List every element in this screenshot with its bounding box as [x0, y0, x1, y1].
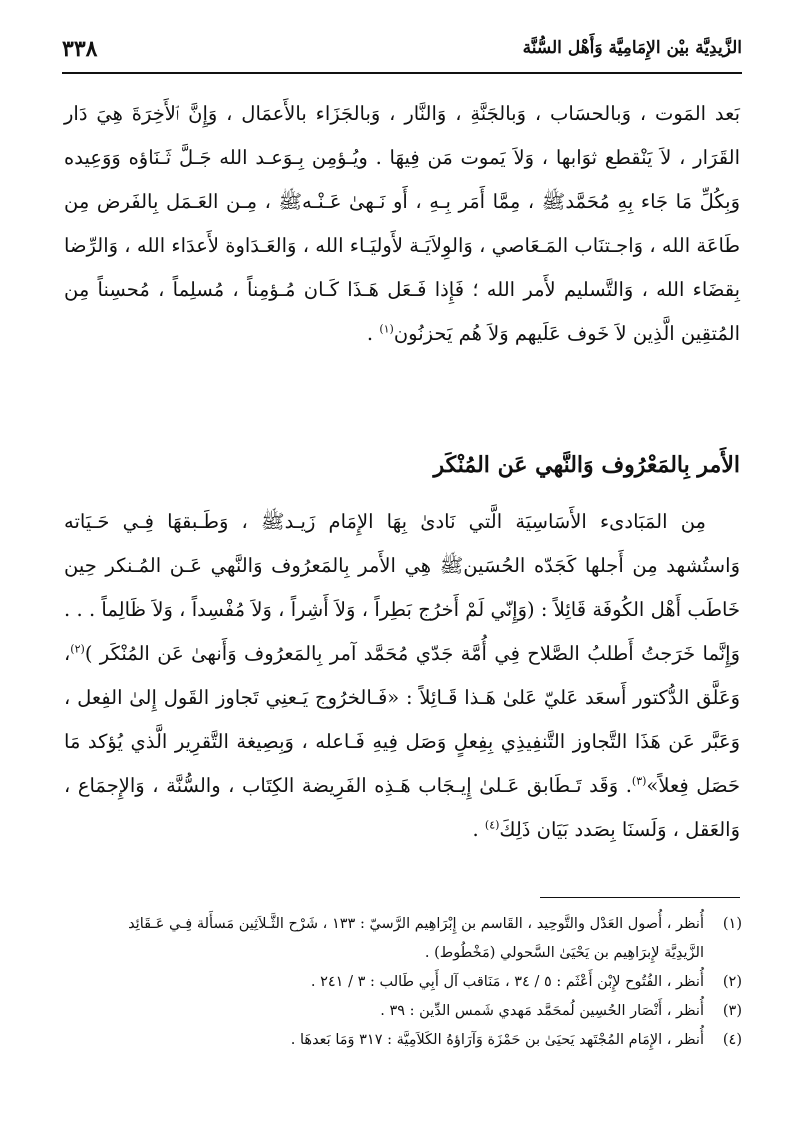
header-title: الزَّيدِيَّة بيْن الإِمَامِيَّة وَأَهْل السُّنَّة [522, 38, 742, 58]
paragraph-1-end: . [366, 322, 380, 345]
footnote-ref-3: (٣) [631, 774, 647, 788]
paragraph-2-part-2: ، وَعَلَّق الدُّكتور أَسعَد عَليّ عَلىٰ هَـذا قَـائِلاً : «فَـالخرُوج يَـعنِي تَجاوز القَول إِلىٰ الفِعل ، وَعَبَّر عَن هَذَا التَّجاوز التَّنفِيذِي بِفِعلٍ وَصَل فِيهِ فَـاعله ، وَبِصِيغة التَّقرِير الَّذي يُؤكد مَا حَصَل فِعلاً» [64, 642, 741, 797]
footnote-2-number: (٢) [722, 974, 742, 990]
footnote-rule [540, 897, 740, 898]
section-heading: الأَمر بِالمَعْرُوف وَالنَّهي عَن المُنْكَر [433, 452, 740, 478]
paragraph-2-part-1: مِن المَبَادىء الأَسَاسِيَة الَّتي نَادىٰ بِهَا الإِمَام زَيـدﷺ ، وَطَـبقهَا فِـي حَـيَاته وَاستُشهد مِن أَجلها كَجَدّه الحُسَينﷺ هِي الأَمر بِالمَعرُوف وَالنَّهي عَـن المُـنكر حِين خَاطَب أَهْل الكُوفَة قَائِلاً : (وَإِنّي لَمْ أَخرُج بَطِراً ، وَلاَ أَشِراً ، وَلاَ مُفْسِداً ، وَلاَ ظَالِماً . . . وَإِنَّما خَرَجتُ أَطلبُ الصَّلاح فِي أُمَّة جَدّي مُحَمَّد آمر بِالمَعرُوف وَأَنهىٰ عَن المُنْكَر ) [64, 510, 740, 665]
footnote-ref-1: (١) [379, 322, 394, 336]
footnote-2 [60, 968, 742, 997]
paragraph-2 [64, 500, 740, 852]
footnote-3-text: أُنظر ، أَنْصَار الحُسِين لُمحَمَّد مَهدي شَمس الدِّين : ٣٩ . [380, 1003, 704, 1019]
footnote-2-text: أُنظر ، الفُتُوح لإِبْن أَعْثَم : ٥ / ٣٤ ، مَنَاقب آل أَبِي طَالب : ٣ / ٢٤١ . [310, 974, 704, 990]
footnote-4-number: (٤) [722, 1032, 742, 1048]
footnote-1 [60, 910, 742, 939]
paragraph-2-text [64, 500, 740, 852]
running-header [62, 34, 742, 70]
paragraph-1-body: بَعد المَوت ، وَبالحسَاب ، وَبالجَنَّةِ ، وَالنَّار ، وَبالجَزَاء بالأَعمَال ، وَإِنَّ ٱلأَخِرَةَ هِيَ دَار القَرَار ، لاَ يَنْقطع ثوَابها ، وَلاَ يَموت مَن فِيهَا . ويُـؤمِن بِـوَعـد الله جَـلَّ ثَـنَاؤه وَوَعِيده وَبِكُلِّ مَا جَاء بِهِ مُحَمَّدﷺ ، مِمَّا أَمَر بِـهِ ، أَو نَـهىٰ عَـنْـهﷺ ، مِـن العَـمَل بِالفَرض مِن طَاعَة الله ، وَاجـتنَاب المَـعَاصي ، وَالوِلاَيَـة لأَوليَـاء الله ، وَالعَـدَاوة لأَعدَاء الله ، وَالرِّضا بِقضَاء الله ، وَالتَّسليم لأَمر الله ؛ فَإِذا فَـعَل هَـذَا كَـان مُـؤمِناً ، مُسلِماً ، مُحسِناً مِن المُتقِين الَّذِين لاَ خَوف عَلَيهم وَلاَ هُم يَحزنُون [64, 102, 740, 345]
header-rule [62, 72, 742, 74]
footnote-3 [60, 997, 742, 1026]
footnote-3-number: (٣) [722, 1003, 742, 1019]
paragraph-1 [64, 92, 740, 356]
footnotes [60, 910, 742, 1055]
footnote-1-text: أُنظر ، أُصول العَدْل والتَّوحِيد ، القَاسم بن إِبْرَاهِيم الرَّسيّ : ١٣٣ ، شَرْح الثَّـلاَثِين مَسأَلة فِـي عَـقَائِد [128, 916, 704, 932]
footnote-ref-4: (٤) [484, 818, 500, 832]
footnote-ref-2: (٢) [70, 642, 85, 656]
page-number: ٣٣٨ [62, 36, 98, 62]
footnote-1-number: (١) [722, 916, 742, 932]
footnote-4 [60, 1026, 742, 1055]
paragraph-2-part-3: . وَقَد تَـطَابق عَـلىٰ إِيـجَاب هَـذِه الفَرِيضة الكِتَاب ، والسُّنَّة ، وَالإِجمَاع ، وَالعَقل ، وَلَسنَا بِصَدد بَيَان ذَلِكَ [64, 774, 740, 841]
footnote-4-text: أُنظر ، الإِمَام المُجْتَهد يَحيَىٰ بن حَمْزَة وَآرَاؤهُ الكَلاَمِيَّة : ٣١٧ وَمَا بَعدهَا . [290, 1032, 704, 1048]
footnote-1-continuation: الزَّيدِيَّة لإِبرَاهِيم بن يَحْيَىٰ السَّحولي (مَخْطُوط) . [424, 945, 704, 961]
paragraph-2-end: . [472, 818, 485, 841]
paragraph-1-text [64, 92, 740, 356]
